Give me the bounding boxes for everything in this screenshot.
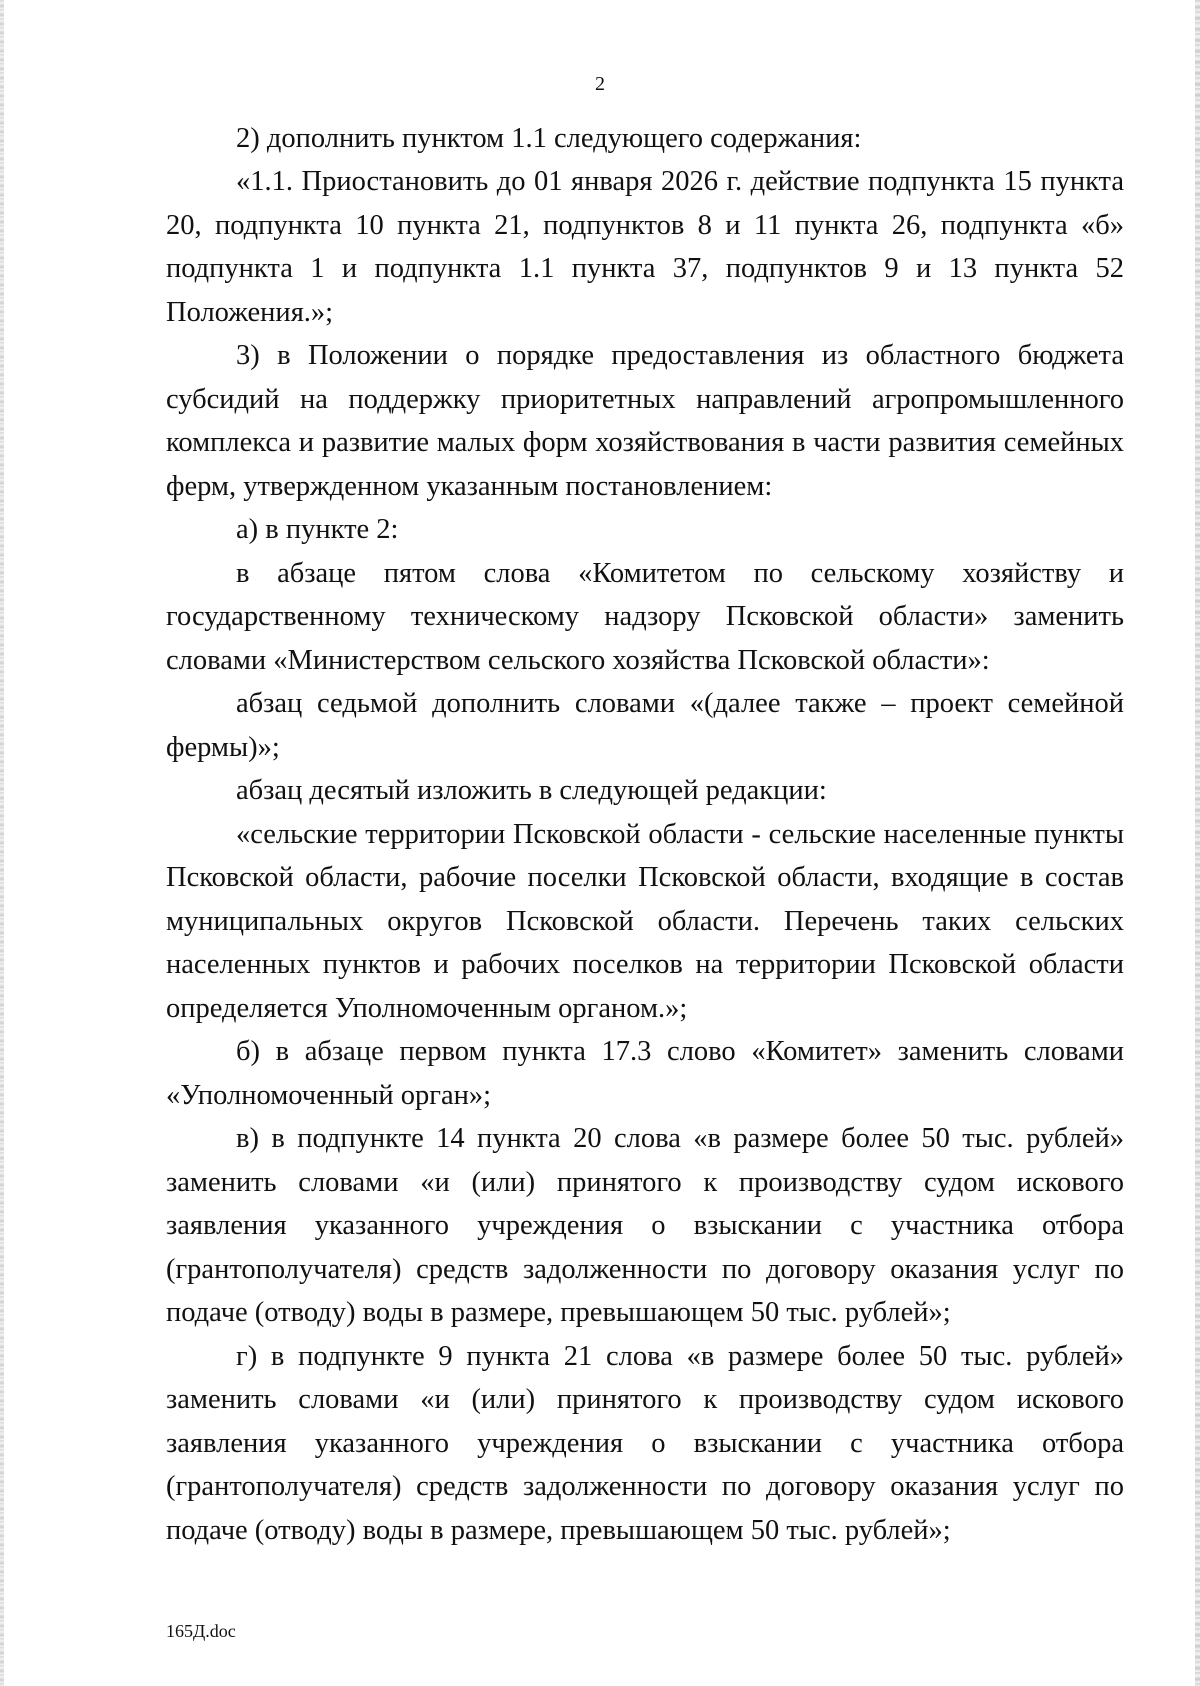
paragraph: а) в пункте 2: xyxy=(236,514,399,545)
scan-edge-right xyxy=(1195,0,1200,1686)
page-number: 2 xyxy=(595,73,605,95)
scan-edge-left xyxy=(0,0,4,1686)
footer-filename: 165Д.doc xyxy=(166,1621,236,1641)
paragraph: «1.1. Приостановить до 01 января 2026 г. действие подпункта 15 пункта 20, подпункта 10 пункта 21, подпунктов 8 и 11 пункта 26, подпункта «б» подпункта 1 и подпункта 1.1 пункта 37, подпунктов 9 и 13 пункта 52 Положения.»; xyxy=(166,166,1124,328)
paragraph: абзац десятый изложить в следующей редакции: xyxy=(236,775,827,806)
paragraph: 3) в Положении о порядке предоставления из областного бюджета субсидий на поддержку приоритетных направлений агропромышленного комплекса и развитие малых форм хозяйствования в части развития семейных ферм, утвержденном указанным постановлением: xyxy=(166,340,1124,502)
paragraph: б) в абзаце первом пункта 17.3 слово «Комитет» заменить словами «Уполномоченный орган»; xyxy=(166,1036,1124,1111)
paragraph: 2) дополнить пунктом 1.1 следующего содержания: xyxy=(236,122,862,154)
paragraph: абзац седьмой дополнить словами «(далее также – проект семейной фермы)»; xyxy=(166,688,1124,763)
paragraph: «сельские территории Псковской области - сельские населенные пункты Псковской области, рабочие поселки Псковской области, входящие в состав муниципальных округов Псковской области. Перечень таких сельских населенных пунктов и рабочих поселков на территории Псковской области определяется Уполномоченным органом.»; xyxy=(166,818,1124,1024)
document-body xyxy=(166,117,1124,1553)
paragraph: г) в подпункте 9 пункта 21 слова «в размере более 50 тыс. рублей» заменить словами «и (или) принятого к производству судом искового заявления указанного учреждения о взыскании с участника отбора (грантополучателя) средств задолженности по договору оказания услуг по подаче (отводу) воды в размере, превышающем 50 тыс. рублей»; xyxy=(166,1340,1124,1546)
paragraph: в абзаце пятом слова «Комитетом по сельскому хозяйству и государственному техническому надзору Псковской области» заменить словами «Министерством сельского хозяйства Псковской области»: xyxy=(166,557,1124,676)
paragraph: в) в подпункте 14 пункта 20 слова «в размере более 50 тыс. рублей» заменить словами «и (или) принятого к производству судом искового заявления указанного учреждения о взыскании с участника отбора (грантополучателя) средств задолженности по договору оказания услуг по подаче (отводу) воды в размере, превышающем 50 тыс. рублей»; xyxy=(166,1123,1124,1328)
